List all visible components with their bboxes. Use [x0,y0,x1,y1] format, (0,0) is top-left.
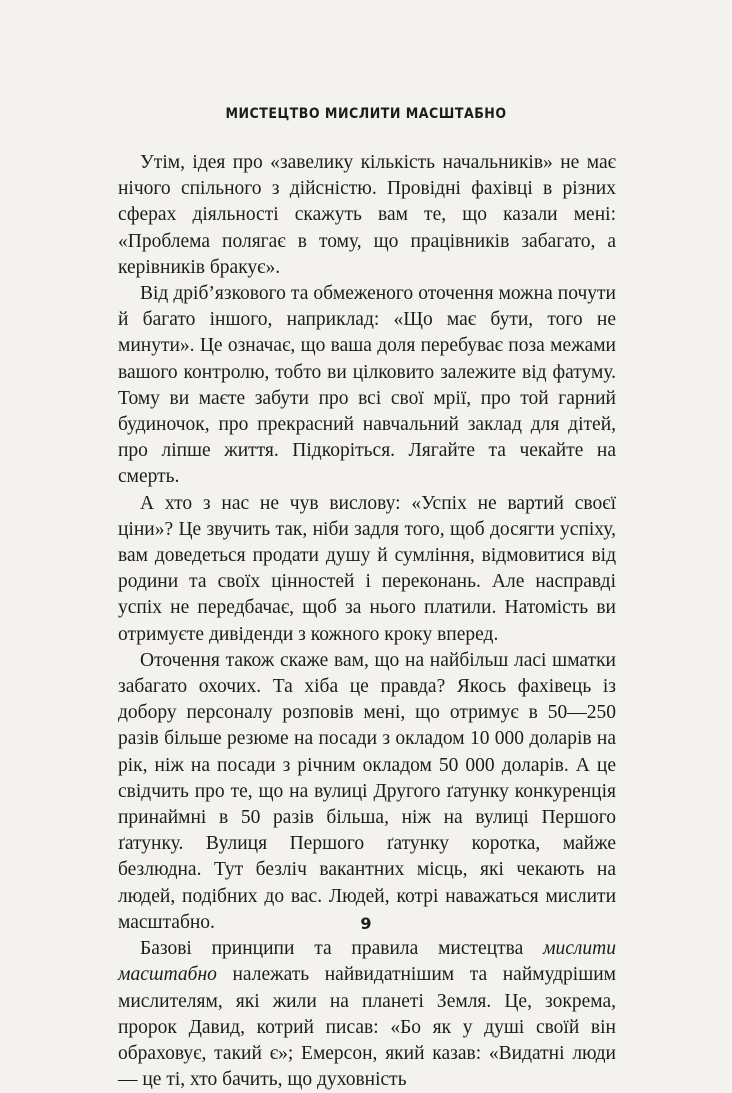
running-header: МИСТЕЦТВО МИСЛИТИ МАСШТАБНО [225,106,507,122]
paragraph: А хто з нас не чув вислову: «Успіх не вартий своєї ціни»? Це звучить так, ніби задля того, щоб досягти успіху, вам доведеться продати душу й сумління, відмовитися від родини та своїх цінностей і переконань. Але насправді успіх не передбачає, щоб за нього платили. Натомість ви отримуєте дивіденди з кожного кроку вперед. [118,492,616,645]
paragraph-last [118,936,616,1093]
page-number: 9 [360,914,372,933]
paragraph-text: Базові принципи та правила мистецтва [140,938,544,960]
paragraph: Оточення також скаже вам, що на найбільш ласі шматки забагато охочих. Та хіба це правда? Якось фахівець із добору персоналу розповів мені, що отримує в 50—250 разів більше резюме на посади з окладом 10 000 доларів на рік, ніж на посади з річним окладом 50 000 доларів. А це свідчить про те, що на вулиці Другого ґатунку конкуренція принаймні в 50 разів більша, ніж на вулиці Першого ґатунку. Вулиця Першого ґатунку коротка, майже безлюдна. Тут безліч вакантних місць, які чекають на людей, подібних до вас. Людей, котрі наважаться мислити масштабно. [118,649,616,933]
paragraph-text: належать найвидатнішим та наймудрішим мислителям, які жили на планеті Земля. Це, зокрема, пророк Давид, котрий писав: «Бо як у душі своїй він обраховує, такий є»; Емерсон, який казав: «Видатні люди — це ті, хто бачить, що духовність [118,964,616,1091]
italic-phrase: мислити масштабно [118,938,616,986]
paragraph: Утім, ідея про «завелику кількість начальників» не має нічого спільного з дійсністю. Провідні фахівці в різних сферах діяльності скажуть вам те, що казали мені: «Проблема полягає в тому, що працівників забагато, а керівників бракує». [118,152,616,278]
body-text [118,150,616,1093]
paragraph: Від дріб’язкового та обмеженого оточення можна почути й багато іншого, наприклад: «Що має бути, того не минути». Це означає, що ваша доля перебуває поза межами вашого контролю, тобто ви цілковито залежите від фатуму. Тому ви маєте забути про всі свої мрії, про той гарний будиночок, про прекрасний навчальний заклад для дітей, про ліпше життя. Підкорiться. Лягайте та чекайте на смерть. [118,283,616,488]
